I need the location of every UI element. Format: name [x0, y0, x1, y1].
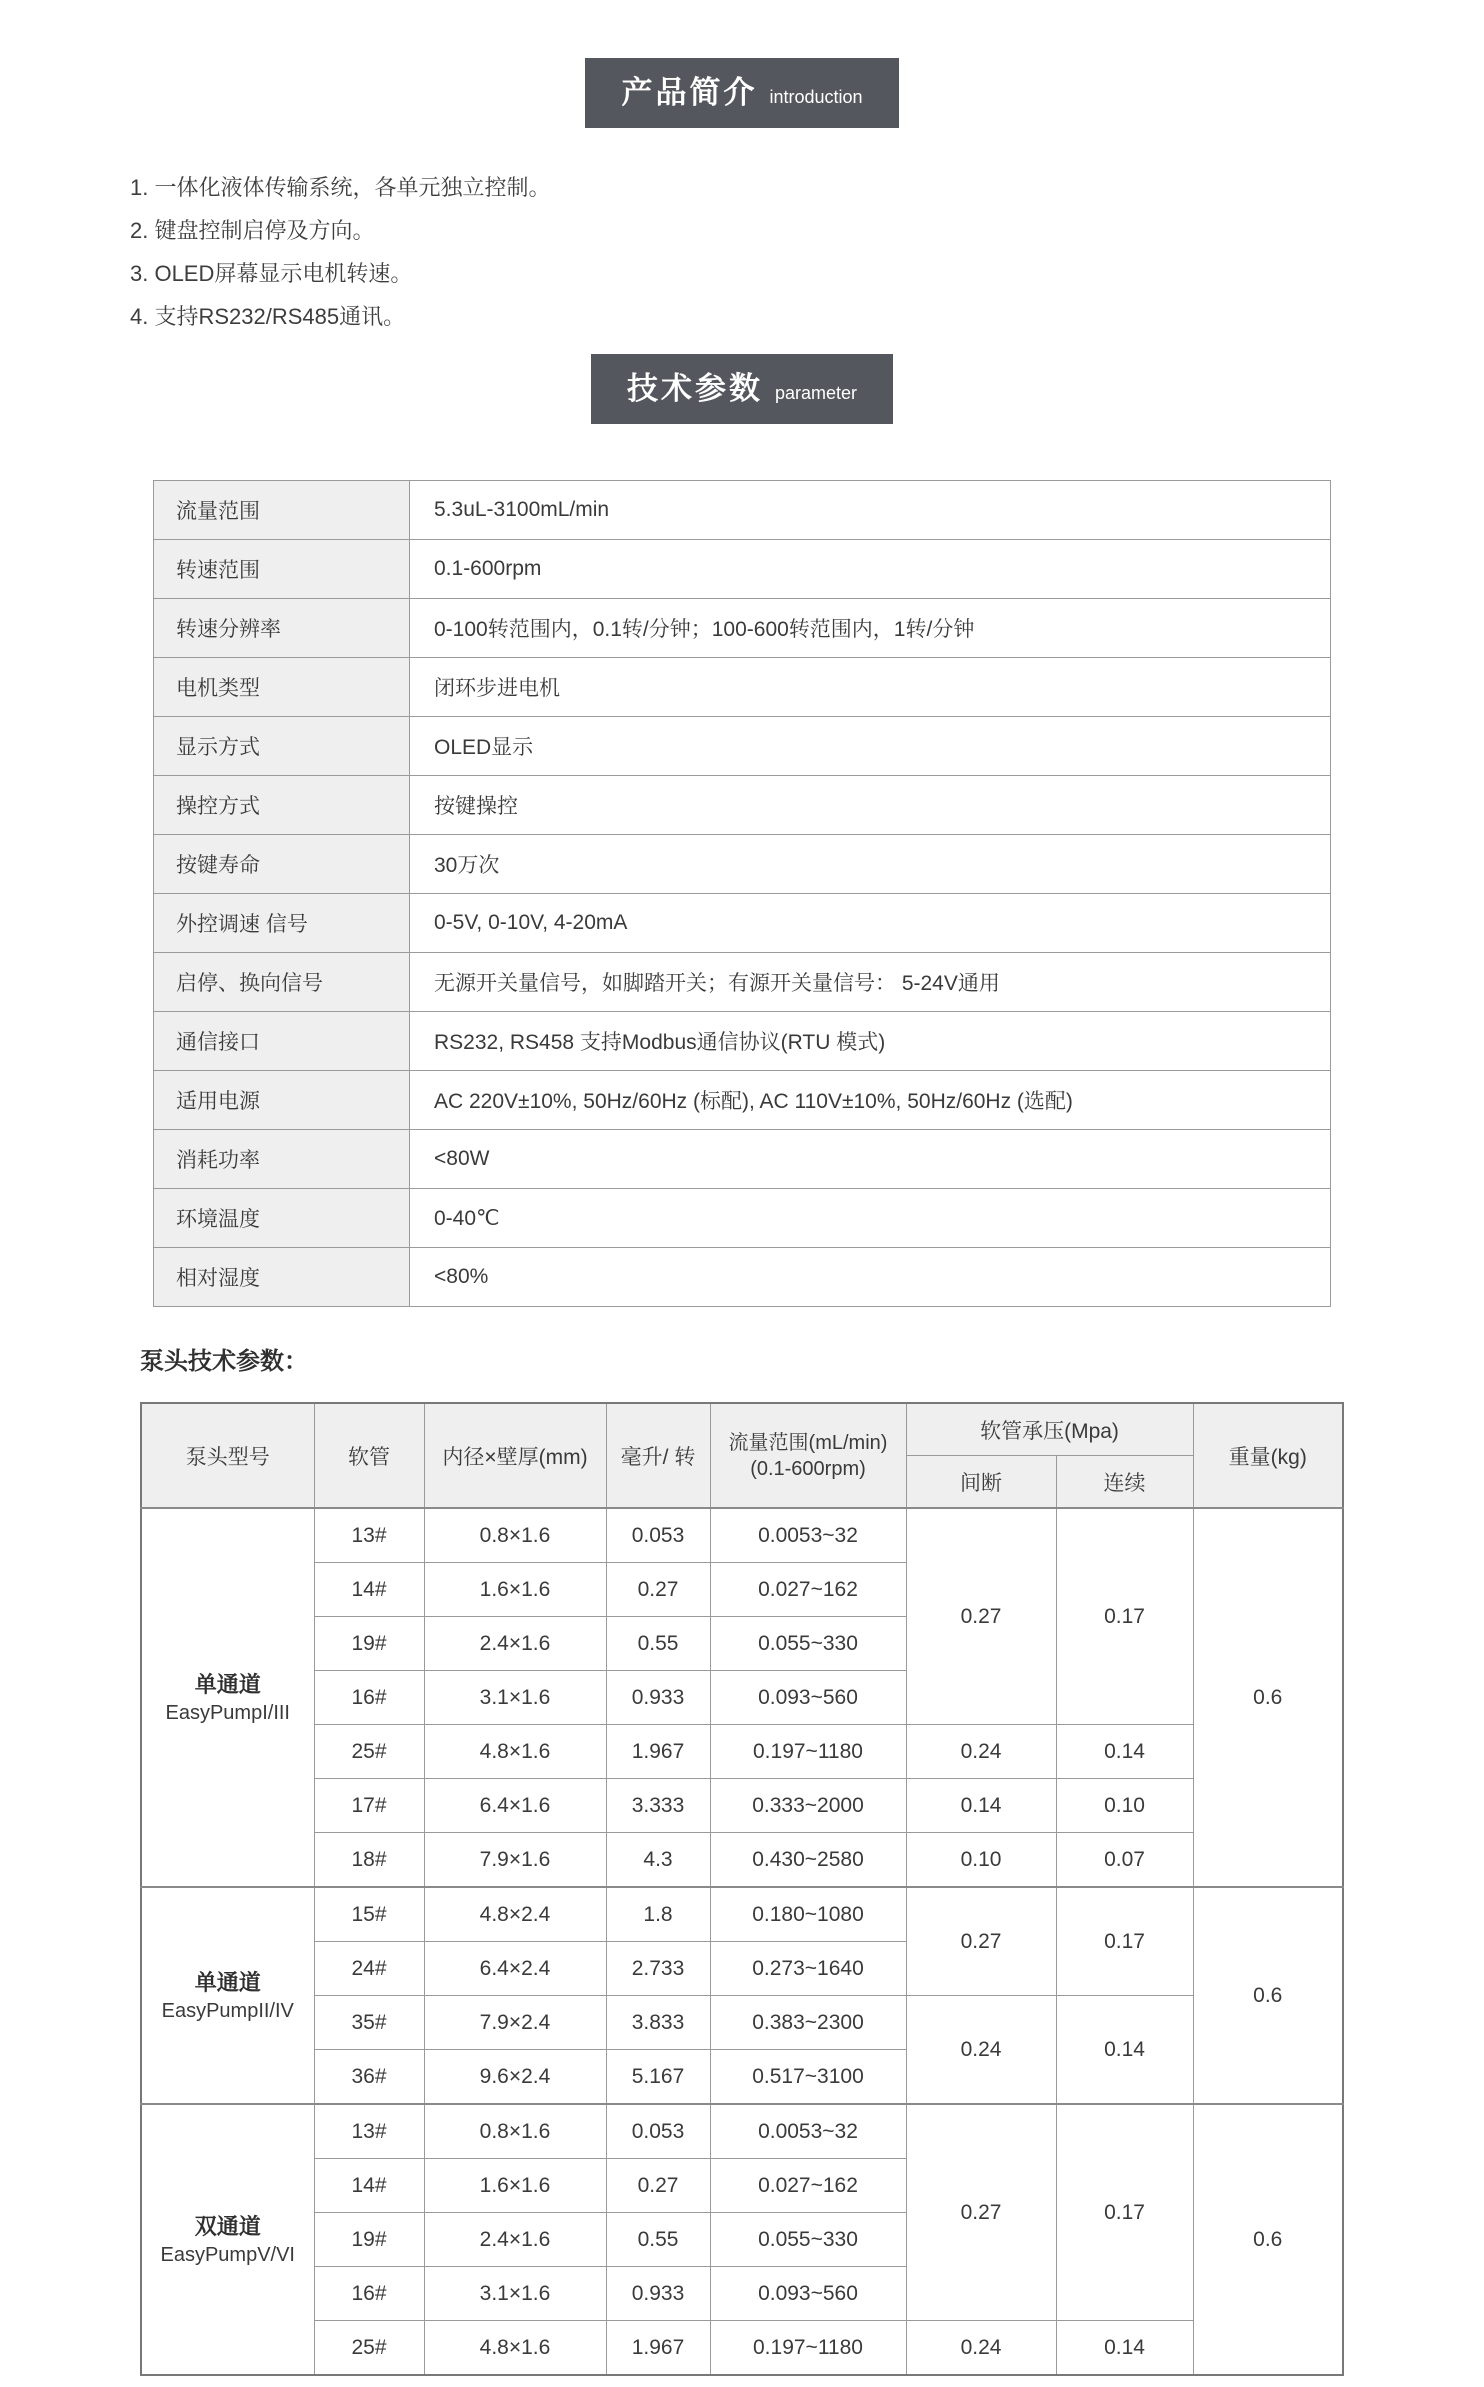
spec-table-row — [154, 717, 1331, 776]
pump-pressure-intermittent-cell: 0.24 — [906, 1725, 1056, 1779]
section-subtitle: introduction — [769, 87, 863, 107]
pump-size-cell: 2.4×1.6 — [424, 2213, 606, 2267]
pump-flow-cell: 0.093~560 — [710, 2267, 906, 2321]
spec-table — [153, 480, 1331, 1307]
pump-header-size: 内径×壁厚(mm) — [424, 1403, 606, 1508]
spec-value: OLED显示 — [410, 717, 1331, 776]
pump-model-cell — [141, 1887, 314, 2104]
spec-value: AC 220V±10%, 50Hz/60Hz (标配), AC 110V±10%, 50Hz/60Hz (选配) — [410, 1071, 1331, 1130]
pump-header-tube: 软管 — [314, 1403, 424, 1508]
pump-pressure-intermittent-cell: 0.27 — [906, 2104, 1056, 2321]
pump-ml-cell: 0.27 — [606, 2159, 710, 2213]
pump-tube-cell: 25# — [314, 2321, 424, 2376]
pump-size-cell: 6.4×2.4 — [424, 1942, 606, 1996]
spec-label: 按键寿命 — [154, 835, 410, 894]
pump-pressure-continuous-cell: 0.07 — [1056, 1833, 1193, 1888]
pump-pressure-continuous-cell: 0.10 — [1056, 1779, 1193, 1833]
pump-flow-cell: 0.430~2580 — [710, 1833, 906, 1888]
spec-value: 闭环步进电机 — [410, 658, 1331, 717]
pump-ml-cell: 1.8 — [606, 1887, 710, 1942]
pump-flow-cell: 0.383~2300 — [710, 1996, 906, 2050]
pump-size-cell: 4.8×2.4 — [424, 1887, 606, 1942]
pump-tube-cell: 15# — [314, 1887, 424, 1942]
section-header-parameter — [591, 354, 893, 424]
pump-size-cell: 9.6×2.4 — [424, 2050, 606, 2105]
pump-pressure-intermittent-cell: 0.10 — [906, 1833, 1056, 1888]
pump-header-model: 泵头型号 — [141, 1403, 314, 1508]
intro-list-item: 4. 支持RS232/RS485通讯。 — [130, 304, 406, 329]
spec-label: 环境温度 — [154, 1189, 410, 1248]
spec-table-row — [154, 1071, 1331, 1130]
pump-table-row — [141, 1887, 1343, 1942]
spec-value: 5.3uL-3100mL/min — [410, 481, 1331, 540]
spec-table-row — [154, 481, 1331, 540]
spec-label: 启停、换向信号 — [154, 953, 410, 1012]
spec-table-row — [154, 1012, 1331, 1071]
pump-flow-cell: 0.517~3100 — [710, 2050, 906, 2105]
pump-header-intermittent: 间断 — [906, 1456, 1056, 1509]
pump-pressure-intermittent-cell: 0.24 — [906, 1996, 1056, 2105]
pump-model-name: 单通道 — [194, 1969, 261, 1995]
pump-size-cell: 7.9×2.4 — [424, 1996, 606, 2050]
spec-label: 流量范围 — [154, 481, 410, 540]
pump-ml-cell: 1.967 — [606, 1725, 710, 1779]
pump-tube-cell: 17# — [314, 1779, 424, 1833]
pump-size-cell: 4.8×1.6 — [424, 1725, 606, 1779]
pump-table — [140, 1402, 1344, 2376]
pump-flow-cell: 0.180~1080 — [710, 1887, 906, 1942]
spec-value: 无源开关量信号，如脚踏开关；有源开关量信号： 5-24V通用 — [410, 953, 1331, 1012]
spec-table-row — [154, 953, 1331, 1012]
pump-tube-cell: 19# — [314, 2213, 424, 2267]
pump-ml-cell: 3.833 — [606, 1996, 710, 2050]
pump-tube-cell: 36# — [314, 2050, 424, 2105]
pump-pressure-intermittent-cell: 0.27 — [906, 1508, 1056, 1725]
spec-label: 转速范围 — [154, 540, 410, 599]
intro-list-item: 3. OLED屏幕显示电机转速。 — [130, 261, 413, 286]
intro-feature-list — [130, 166, 1484, 338]
pump-model-code: EasyPumpV/VI — [160, 2243, 295, 2266]
pump-flow-cell: 0.055~330 — [710, 1617, 906, 1671]
pump-weight-cell: 0.6 — [1193, 1887, 1343, 2104]
pump-pressure-continuous-cell: 0.17 — [1056, 1887, 1193, 1996]
pump-size-cell: 3.1×1.6 — [424, 2267, 606, 2321]
spec-table-row — [154, 1189, 1331, 1248]
pump-ml-cell: 0.053 — [606, 1508, 710, 1563]
pump-size-cell: 4.8×1.6 — [424, 2321, 606, 2376]
pump-header-ml-per-rev: 毫升/ 转 — [606, 1403, 710, 1508]
pump-tube-cell: 14# — [314, 1563, 424, 1617]
pump-flow-cell: 0.197~1180 — [710, 1725, 906, 1779]
pump-size-cell: 1.6×1.6 — [424, 1563, 606, 1617]
pump-table-row — [141, 1833, 1343, 1888]
pump-size-cell: 1.6×1.6 — [424, 2159, 606, 2213]
pump-size-cell: 0.8×1.6 — [424, 2104, 606, 2159]
pump-pressure-continuous-cell: 0.14 — [1056, 1996, 1193, 2105]
pump-model-cell — [141, 1508, 314, 1887]
pump-table-row — [141, 2104, 1343, 2159]
pump-pressure-continuous-cell: 0.14 — [1056, 2321, 1193, 2376]
spec-table-row — [154, 658, 1331, 717]
pump-model-name: 双通道 — [194, 2213, 261, 2239]
pump-table-row — [141, 1725, 1343, 1779]
pump-flow-cell: 0.027~162 — [710, 1563, 906, 1617]
spec-label: 电机类型 — [154, 658, 410, 717]
pump-ml-cell: 0.933 — [606, 1671, 710, 1725]
pump-header-flow — [710, 1403, 906, 1508]
pump-ml-cell: 0.27 — [606, 1563, 710, 1617]
spec-label: 外控调速 信号 — [154, 894, 410, 953]
pump-tube-cell: 16# — [314, 1671, 424, 1725]
pump-model-code: EasyPumpI/III — [165, 1701, 290, 1724]
pump-tube-cell: 19# — [314, 1617, 424, 1671]
pump-ml-cell: 4.3 — [606, 1833, 710, 1888]
spec-table-row — [154, 894, 1331, 953]
pump-tube-cell: 24# — [314, 1942, 424, 1996]
pump-size-cell: 3.1×1.6 — [424, 1671, 606, 1725]
pump-ml-cell: 0.053 — [606, 2104, 710, 2159]
introduction-section — [0, 0, 1484, 128]
pump-weight-cell: 0.6 — [1193, 1508, 1343, 1887]
spec-table-row — [154, 1130, 1331, 1189]
pump-size-cell: 0.8×1.6 — [424, 1508, 606, 1563]
spec-label: 操控方式 — [154, 776, 410, 835]
spec-value: 0-100转范围内，0.1转/分钟；100-600转范围内，1转/分钟 — [410, 599, 1331, 658]
pump-table-row — [141, 1779, 1343, 1833]
spec-value: <80W — [410, 1130, 1331, 1189]
pump-flow-cell: 0.197~1180 — [710, 2321, 906, 2376]
pump-weight-cell: 0.6 — [1193, 2104, 1343, 2375]
intro-list-item: 1. 一体化液体传输系统，各单元独立控制。 — [130, 175, 551, 200]
pump-flow-cell: 0.027~162 — [710, 2159, 906, 2213]
pump-header-flow-line2: (0.1-600rpm) — [750, 1457, 866, 1480]
pump-size-cell: 7.9×1.6 — [424, 1833, 606, 1888]
pump-tube-cell: 13# — [314, 2104, 424, 2159]
pump-ml-cell: 3.333 — [606, 1779, 710, 1833]
spec-label: 适用电源 — [154, 1071, 410, 1130]
section-title: 产品简介 — [621, 75, 758, 110]
pump-tube-cell: 18# — [314, 1833, 424, 1888]
pump-model-code: EasyPumpII/IV — [161, 1999, 294, 2022]
section-subtitle: parameter — [774, 383, 858, 403]
pump-table-row — [141, 2321, 1343, 2376]
pump-pressure-continuous-cell: 0.17 — [1056, 2104, 1193, 2321]
pump-pressure-continuous-cell: 0.14 — [1056, 1725, 1193, 1779]
spec-value: 0-5V, 0-10V, 4-20mA — [410, 894, 1331, 953]
pump-ml-cell: 2.733 — [606, 1942, 710, 1996]
pump-flow-cell: 0.0053~32 — [710, 1508, 906, 1563]
pump-flow-cell: 0.0053~32 — [710, 2104, 906, 2159]
spec-table-row — [154, 540, 1331, 599]
spec-table-row — [154, 776, 1331, 835]
pump-tube-cell: 35# — [314, 1996, 424, 2050]
pump-tube-cell: 16# — [314, 2267, 424, 2321]
pump-flow-cell: 0.093~560 — [710, 1671, 906, 1725]
spec-value: 30万次 — [410, 835, 1331, 894]
pump-size-cell: 6.4×1.6 — [424, 1779, 606, 1833]
spec-label: 显示方式 — [154, 717, 410, 776]
pump-ml-cell: 0.55 — [606, 1617, 710, 1671]
spec-table-body — [154, 481, 1331, 1307]
intro-list-item: 2. 键盘控制启停及方向。 — [130, 218, 375, 243]
pump-flow-cell: 0.273~1640 — [710, 1942, 906, 1996]
spec-table-row — [154, 599, 1331, 658]
pump-size-cell: 2.4×1.6 — [424, 1617, 606, 1671]
section-title: 技术参数 — [626, 371, 763, 406]
pump-table-header — [141, 1403, 1343, 1508]
parameter-section — [0, 338, 1484, 424]
spec-table-row — [154, 835, 1331, 894]
spec-value: 按键操控 — [410, 776, 1331, 835]
spec-label: 通信接口 — [154, 1012, 410, 1071]
spec-table-row — [154, 1248, 1331, 1307]
pump-tube-cell: 14# — [314, 2159, 424, 2213]
pump-header-continuous: 连续 — [1056, 1456, 1193, 1509]
pump-table-row — [141, 1996, 1343, 2050]
pump-ml-cell: 0.933 — [606, 2267, 710, 2321]
spec-value: RS232, RS458 支持Modbus通信协议(RTU 模式) — [410, 1012, 1331, 1071]
pump-ml-cell: 5.167 — [606, 2050, 710, 2105]
pump-table-row — [141, 1508, 1343, 1563]
pump-ml-cell: 0.55 — [606, 2213, 710, 2267]
spec-value: 0.1-600rpm — [410, 540, 1331, 599]
pump-tube-cell: 25# — [314, 1725, 424, 1779]
pump-header-flow-line1: 流量范围(mL/min) — [728, 1431, 888, 1454]
spec-label: 相对湿度 — [154, 1248, 410, 1307]
pump-pressure-intermittent-cell: 0.27 — [906, 1887, 1056, 1996]
spec-value: 0-40℃ — [410, 1189, 1331, 1248]
pump-flow-cell: 0.333~2000 — [710, 1779, 906, 1833]
pump-pressure-intermittent-cell: 0.14 — [906, 1779, 1056, 1833]
spec-value: <80% — [410, 1248, 1331, 1307]
spec-label: 消耗功率 — [154, 1130, 410, 1189]
pump-pressure-continuous-cell: 0.17 — [1056, 1508, 1193, 1725]
pump-pressure-intermittent-cell: 0.24 — [906, 2321, 1056, 2376]
pump-header-pressure: 软管承压(Mpa) — [906, 1403, 1193, 1456]
pump-flow-cell: 0.055~330 — [710, 2213, 906, 2267]
pump-model-name: 单通道 — [194, 1671, 261, 1697]
section-header-introduction — [585, 58, 898, 128]
pump-ml-cell: 1.967 — [606, 2321, 710, 2376]
pump-header-weight: 重量(kg) — [1193, 1403, 1343, 1508]
pump-tube-cell: 13# — [314, 1508, 424, 1563]
pump-model-cell — [141, 2104, 314, 2375]
pump-table-body — [141, 1508, 1343, 2375]
pump-section-heading: 泵头技术参数： — [140, 1348, 308, 1375]
spec-label: 转速分辨率 — [154, 599, 410, 658]
